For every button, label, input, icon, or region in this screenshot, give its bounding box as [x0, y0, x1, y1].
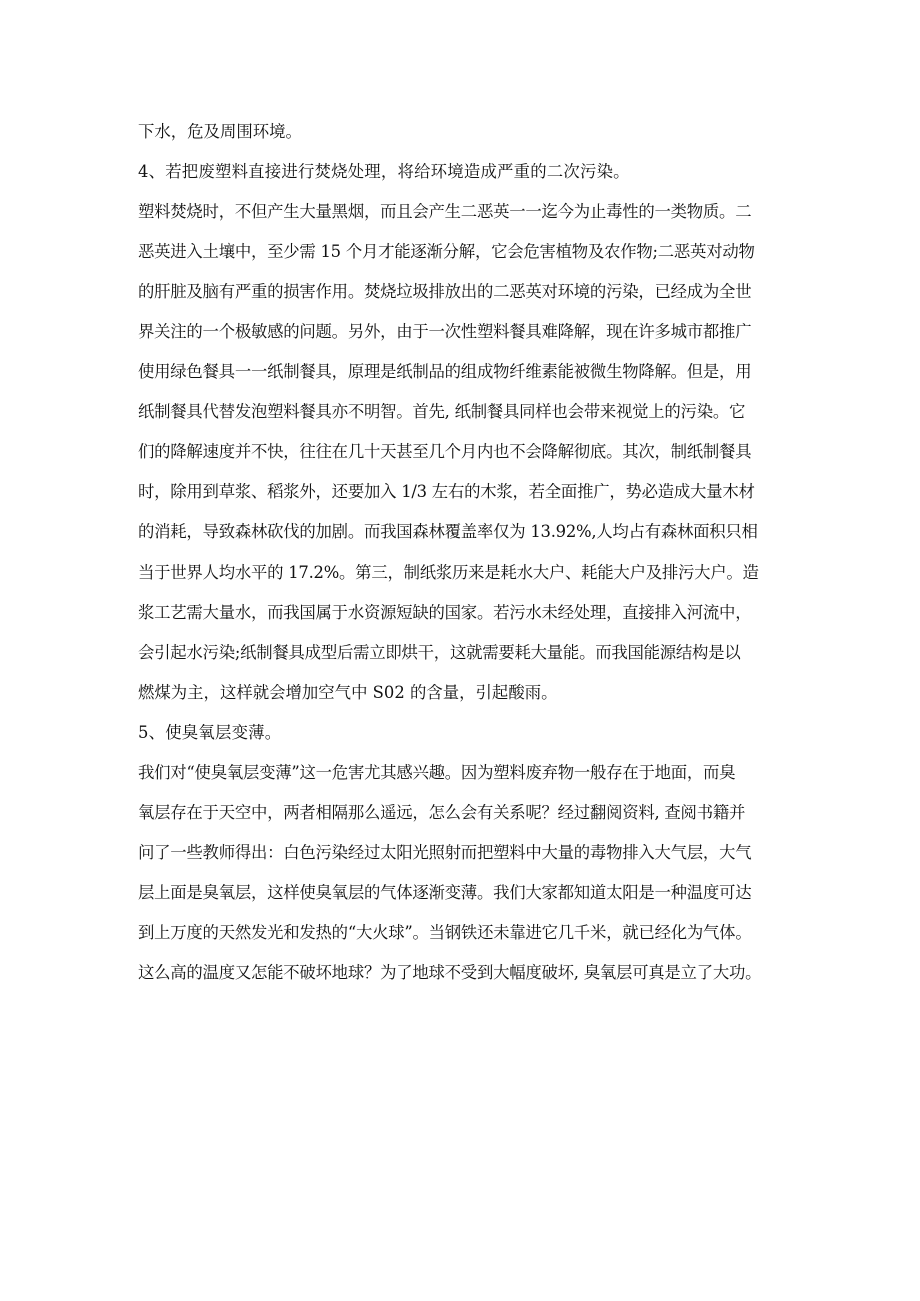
section-heading-4: 4、若把废塑料直接进行焚烧处理，将给环境造成严重的二次污染。 — [138, 162, 630, 182]
text-line: 当于世界人均水平的 17.2%。第三，制纸浆历来是耗水大户、耗能大户及排污大户。造 — [138, 562, 759, 582]
section-heading-5: 5、使臭氧层变薄。 — [138, 722, 282, 742]
text-line: 这么高的温度又怎能不破坏地球？为了地球不受到大幅度破坏, 臭氧层可真是立了大功。 — [138, 962, 762, 982]
text-line: 们的降解速度并不快，往往在几十天甚至几个月内也不会降解彻底。其次，制纸制餐具 — [138, 442, 752, 462]
text-line: 到上万度的天然发光和发热的“大火球”。当钢铁还未靠进它几千米，就已经化为气体。 — [138, 922, 752, 942]
text-line: 下水，危及周围环境。 — [138, 122, 302, 141]
text-line: 时，除用到草浆、稻浆外，还要加入 1/3 左右的木浆，若全面推广，势必造成大量木材 — [138, 482, 755, 502]
text-line: 浆工艺需大量水，而我国属于水资源短缺的国家。若污水未经处理，直接排入河流中， — [138, 602, 752, 622]
text-line: 氧层存在于天空中，两者相隔那么遥远，怎么会有关系呢？经过翻阅资料, 查阅书籍并 — [138, 802, 746, 822]
text-line: 的肝脏及脑有严重的损害作用。焚烧垃圾排放出的二恶英对环境的污染，已经成为全世 — [138, 282, 752, 302]
document-body — [138, 112, 788, 993]
text-line: 会引起水污染;纸制餐具成型后需立即烘干，这就需要耗大量能。而我国能源结构是以 — [138, 642, 741, 662]
text-line: 层上面是臭氧层，这样使臭氧层的气体逐渐变薄。我们大家都知道太阳是一种温度可达 — [138, 882, 752, 902]
text-line: 问了一些教师得出：白色污染经过太阳光照射而把塑料中大量的毒物排入大气层，大气 — [138, 842, 752, 862]
text-line: 使用绿色餐具一一纸制餐具，原理是纸制品的组成物纤维素能被微生物降解。但是，用 — [138, 362, 752, 382]
text-line: 塑料焚烧时，不但产生大量黑烟，而且会产生二恶英一一迄今为止毒性的一类物质。二 — [138, 202, 752, 222]
text-line: 燃煤为主，这样就会增加空气中 S02 的含量，引起酸雨。 — [138, 682, 558, 702]
text-line: 纸制餐具代替发泡塑料餐具亦不明智。首先, 纸制餐具同样也会带来视觉上的污染。它 — [138, 402, 746, 422]
text-line: 我们对“使臭氧层变薄”这一危害尤其感兴趣。因为塑料废弃物一般存在于地面，而臭 — [138, 762, 736, 782]
text-line: 界关注的一个极敏感的问题。另外，由于一次性塑料餐具难降解，现在许多城市都推广 — [138, 322, 752, 342]
text-line: 恶英进入土壤中，至少需 15 个月才能逐渐分解，它会危害植物及农作物;二恶英对动物 — [138, 242, 755, 262]
text-line: 的消耗，导致森林砍伐的加剧。而我国森林覆盖率仅为 13.92%,人均占有森林面积只相 — [138, 522, 758, 542]
